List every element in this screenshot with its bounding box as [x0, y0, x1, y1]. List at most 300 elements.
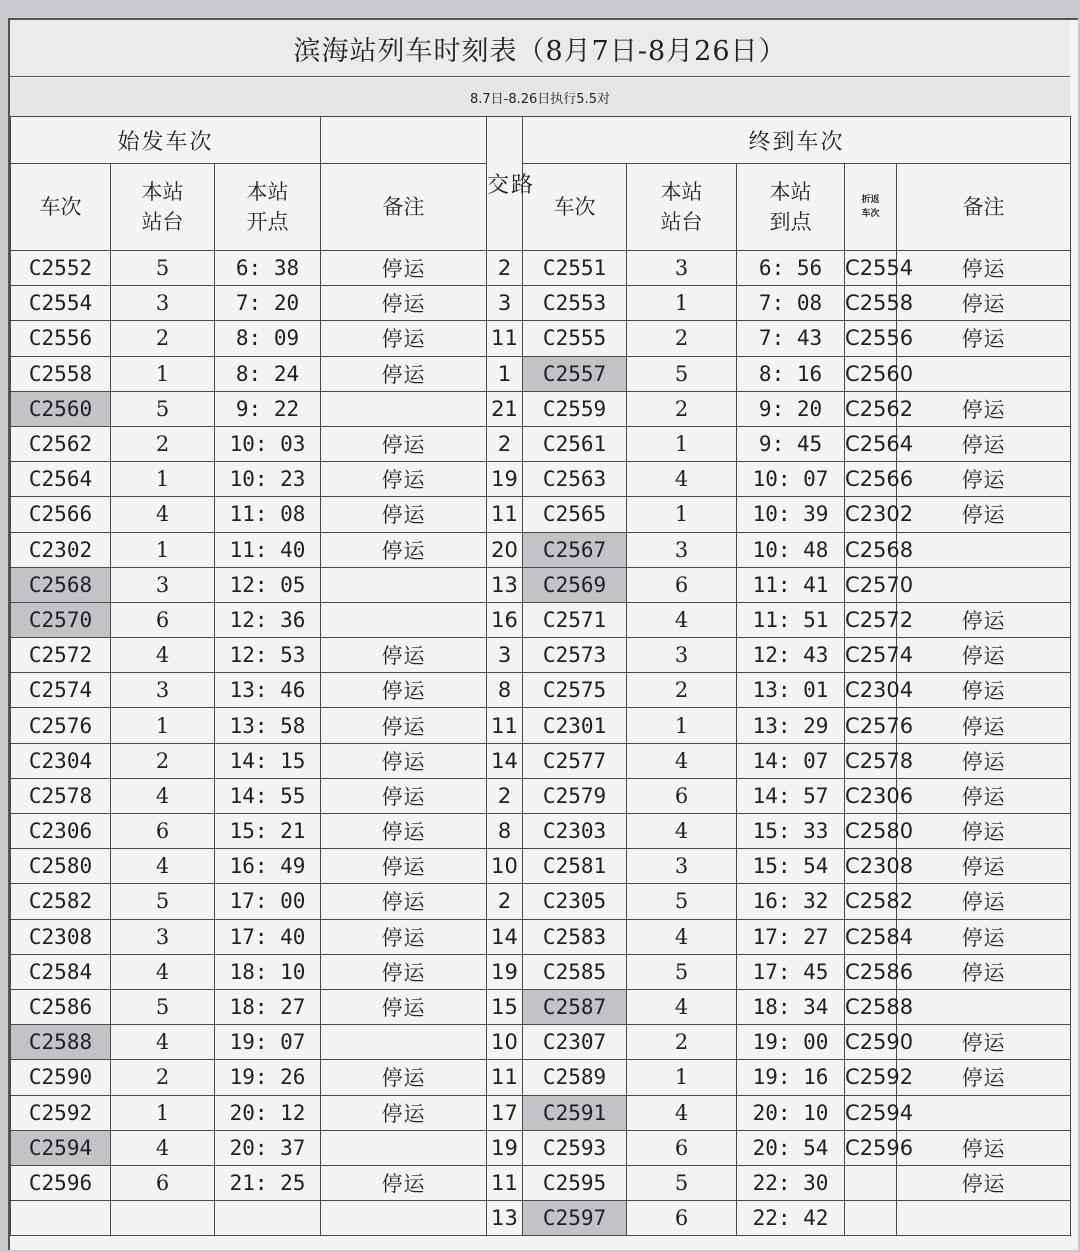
arr-col-time: 本站 到点 — [737, 164, 845, 251]
dep-time-cell: 14: 55 — [215, 778, 321, 813]
arr-time-cell: 19: 16 — [737, 1060, 845, 1095]
dep-train-cell: C2582 — [11, 884, 111, 919]
arrivals-section-header: 终到车次 — [523, 117, 1071, 164]
arr-turnback-cell: C2580 — [845, 814, 897, 849]
dep-time-cell: 15: 21 — [215, 814, 321, 849]
table-row — [11, 356, 1071, 391]
arr-train-cell: C2307 — [523, 1025, 627, 1060]
departures-section-blank — [321, 117, 487, 164]
arr-note-cell — [897, 532, 1071, 567]
dep-platform-cell: 4 — [111, 849, 215, 884]
arr-note-cell — [897, 567, 1071, 602]
dep-time-cell: 21: 25 — [215, 1165, 321, 1200]
dep-train-cell: C2596 — [11, 1165, 111, 1200]
dep-platform-cell: 4 — [111, 1130, 215, 1165]
arr-time-cell: 17: 45 — [737, 954, 845, 989]
arr-platform-cell: 5 — [627, 356, 737, 391]
arr-train-cell: C2559 — [523, 391, 627, 426]
arr-note-cell — [897, 1201, 1071, 1236]
dep-train-cell: C2302 — [11, 532, 111, 567]
dep-train-cell: C2570 — [11, 602, 111, 637]
arr-platform-cell: 5 — [627, 1165, 737, 1200]
jiaolu-cell: 14 — [487, 919, 523, 954]
dep-train-cell: C2578 — [11, 778, 111, 813]
arr-platform-cell: 2 — [627, 321, 737, 356]
dep-platform-cell: 4 — [111, 497, 215, 532]
arr-note-cell — [897, 989, 1071, 1024]
arr-platform-cell: 3 — [627, 849, 737, 884]
jiaolu-cell: 17 — [487, 1095, 523, 1130]
jiaolu-cell: 1 — [487, 356, 523, 391]
arr-train-cell: C2587 — [523, 989, 627, 1024]
arr-turnback-cell: C2592 — [845, 1060, 897, 1095]
arr-time-cell: 12: 43 — [737, 638, 845, 673]
arr-time-cell: 7: 43 — [737, 321, 845, 356]
dep-platform-cell: 2 — [111, 1060, 215, 1095]
dep-note-cell: 停运 — [321, 1165, 487, 1200]
page-title: 滨海站列车时刻表（8月7日-8月26日） — [10, 20, 1070, 77]
dep-platform-cell: 4 — [111, 1025, 215, 1060]
dep-train-cell: C2580 — [11, 849, 111, 884]
table-row — [11, 814, 1071, 849]
arr-platform-cell: 4 — [627, 743, 737, 778]
arr-time-cell: 13: 29 — [737, 708, 845, 743]
jiaolu-cell: 11 — [487, 708, 523, 743]
arr-time-cell: 20: 54 — [737, 1130, 845, 1165]
dep-train-cell: C2306 — [11, 814, 111, 849]
arr-platform-cell: 4 — [627, 989, 737, 1024]
arr-platform-cell: 3 — [627, 251, 737, 286]
arr-train-cell: C2569 — [523, 567, 627, 602]
dep-note-cell: 停运 — [321, 286, 487, 321]
dep-platform-cell: 5 — [111, 251, 215, 286]
dep-platform-cell: 4 — [111, 638, 215, 673]
table-row — [11, 251, 1071, 286]
dep-time-cell: 13: 58 — [215, 708, 321, 743]
arr-platform-cell: 1 — [627, 1060, 737, 1095]
table-row — [11, 321, 1071, 356]
table-row — [11, 286, 1071, 321]
dep-train-cell: C2304 — [11, 743, 111, 778]
arr-train-cell: C2579 — [523, 778, 627, 813]
arr-platform-cell: 2 — [627, 673, 737, 708]
dep-note-cell: 停运 — [321, 497, 487, 532]
arr-train-cell: C2581 — [523, 849, 627, 884]
dep-train-cell: C2574 — [11, 673, 111, 708]
arr-note-cell: 停运 — [897, 286, 1071, 321]
arr-train-cell: C2591 — [523, 1095, 627, 1130]
dep-time-cell: 9: 22 — [215, 391, 321, 426]
arr-time-cell: 22: 30 — [737, 1165, 845, 1200]
dep-note-cell: 停运 — [321, 989, 487, 1024]
dep-note-cell: 停运 — [321, 1095, 487, 1130]
dep-platform-cell: 4 — [111, 954, 215, 989]
arr-note-cell: 停运 — [897, 708, 1071, 743]
arr-time-cell: 20: 10 — [737, 1095, 845, 1130]
arr-turnback-cell: C2590 — [845, 1025, 897, 1060]
dep-note-cell: 停运 — [321, 849, 487, 884]
jiaolu-cell: 2 — [487, 778, 523, 813]
dep-time-cell: 8: 24 — [215, 356, 321, 391]
table-row — [11, 532, 1071, 567]
dep-train-cell: C2564 — [11, 462, 111, 497]
table-row — [11, 673, 1071, 708]
jiaolu-cell: 20 — [487, 532, 523, 567]
dep-time-cell: 12: 05 — [215, 567, 321, 602]
jiaolu-cell: 16 — [487, 602, 523, 637]
table-row — [11, 989, 1071, 1024]
dep-platform-cell: 2 — [111, 743, 215, 778]
arr-note-cell: 停运 — [897, 1165, 1071, 1200]
dep-train-cell: C2308 — [11, 919, 111, 954]
dep-time-cell: 16: 49 — [215, 849, 321, 884]
table-row — [11, 462, 1071, 497]
arr-time-cell: 7: 08 — [737, 286, 845, 321]
table-row — [11, 1165, 1071, 1200]
jiaolu-cell: 15 — [487, 989, 523, 1024]
table-row — [11, 638, 1071, 673]
jiaolu-cell: 13 — [487, 1201, 523, 1236]
arr-turnback-cell: C2308 — [845, 849, 897, 884]
arr-note-cell — [897, 356, 1071, 391]
arr-platform-cell: 5 — [627, 954, 737, 989]
arr-turnback-cell: C2576 — [845, 708, 897, 743]
arr-platform-cell: 1 — [627, 497, 737, 532]
jiaolu-cell: 2 — [487, 251, 523, 286]
arr-time-cell: 9: 45 — [737, 426, 845, 461]
jiaolu-cell: 11 — [487, 1165, 523, 1200]
arr-train-cell: C2583 — [523, 919, 627, 954]
arr-train-cell: C2557 — [523, 356, 627, 391]
dep-platform-cell: 1 — [111, 708, 215, 743]
arr-note-cell: 停运 — [897, 814, 1071, 849]
dep-note-cell: 停运 — [321, 778, 487, 813]
jiaolu-cell: 10 — [487, 1025, 523, 1060]
dep-time-cell: 20: 37 — [215, 1130, 321, 1165]
dep-note-cell: 停运 — [321, 426, 487, 461]
dep-train-cell: C2584 — [11, 954, 111, 989]
arr-note-cell: 停运 — [897, 778, 1071, 813]
dep-platform-cell: 5 — [111, 884, 215, 919]
dep-platform-cell: 3 — [111, 567, 215, 602]
jiaolu-cell: 19 — [487, 954, 523, 989]
arr-platform-cell: 6 — [627, 1130, 737, 1165]
dep-time-cell: 17: 40 — [215, 919, 321, 954]
arr-turnback-cell: C2566 — [845, 462, 897, 497]
arr-note-cell: 停运 — [897, 602, 1071, 637]
dep-time-cell: 7: 20 — [215, 286, 321, 321]
arr-turnback-cell: C2558 — [845, 286, 897, 321]
jiaolu-cell: 14 — [487, 743, 523, 778]
arr-time-cell: 15: 54 — [737, 849, 845, 884]
arr-train-cell: C2551 — [523, 251, 627, 286]
dep-train-cell: C2560 — [11, 391, 111, 426]
dep-train-cell: C2572 — [11, 638, 111, 673]
dep-train-cell: C2562 — [11, 426, 111, 461]
dep-time-cell: 17: 00 — [215, 884, 321, 919]
dep-note-cell: 停运 — [321, 919, 487, 954]
arr-turnback-cell — [845, 1165, 897, 1200]
jiaolu-cell: 10 — [487, 849, 523, 884]
arr-note-cell: 停运 — [897, 426, 1071, 461]
table-row — [11, 708, 1071, 743]
arr-train-cell: C2573 — [523, 638, 627, 673]
arr-note-cell: 停运 — [897, 638, 1071, 673]
dep-platform-cell: 6 — [111, 602, 215, 637]
arr-time-cell: 17: 27 — [737, 919, 845, 954]
arr-turnback-cell: C2572 — [845, 602, 897, 637]
jiaolu-cell: 8 — [487, 814, 523, 849]
arr-turnback-cell: C2564 — [845, 426, 897, 461]
arr-time-cell: 11: 51 — [737, 602, 845, 637]
jiaolu-cell: 13 — [487, 567, 523, 602]
timetable-body — [11, 251, 1071, 1236]
arr-platform-cell: 1 — [627, 286, 737, 321]
dep-train-cell: C2568 — [11, 567, 111, 602]
arr-time-cell: 16: 32 — [737, 884, 845, 919]
arr-platform-cell: 3 — [627, 638, 737, 673]
dep-time-cell: 13: 46 — [215, 673, 321, 708]
dep-time-cell — [215, 1201, 321, 1236]
arr-platform-cell: 4 — [627, 919, 737, 954]
dep-train-cell: C2552 — [11, 251, 111, 286]
table-row — [11, 1095, 1071, 1130]
dep-train-cell: C2586 — [11, 989, 111, 1024]
arr-turnback-cell: C2574 — [845, 638, 897, 673]
dep-platform-cell: 3 — [111, 673, 215, 708]
arr-col-platform: 本站 站台 — [627, 164, 737, 251]
arr-platform-cell: 1 — [627, 426, 737, 461]
arr-platform-cell: 4 — [627, 602, 737, 637]
arr-turnback-cell: C2594 — [845, 1095, 897, 1130]
dep-platform-cell: 1 — [111, 356, 215, 391]
arr-note-cell: 停运 — [897, 462, 1071, 497]
dep-time-cell: 11: 40 — [215, 532, 321, 567]
jiaolu-cell: 21 — [487, 391, 523, 426]
table-row — [11, 602, 1071, 637]
jiaolu-cell: 11 — [487, 1060, 523, 1095]
arr-note-cell: 停运 — [897, 673, 1071, 708]
dep-train-cell: C2566 — [11, 497, 111, 532]
dep-time-cell: 19: 26 — [215, 1060, 321, 1095]
dep-platform-cell: 2 — [111, 426, 215, 461]
arr-note-cell: 停运 — [897, 321, 1071, 356]
dep-note-cell: 停运 — [321, 673, 487, 708]
dep-platform-cell: 3 — [111, 919, 215, 954]
dep-col-train: 车次 — [11, 164, 111, 251]
table-row — [11, 778, 1071, 813]
arr-platform-cell: 3 — [627, 532, 737, 567]
arr-col-train: 车次 — [523, 164, 627, 251]
dep-note-cell: 停运 — [321, 743, 487, 778]
dep-platform-cell: 1 — [111, 1095, 215, 1130]
dep-platform-cell: 1 — [111, 532, 215, 567]
dep-train-cell: C2592 — [11, 1095, 111, 1130]
dep-note-cell: 停运 — [321, 884, 487, 919]
arr-turnback-cell: C2584 — [845, 919, 897, 954]
dep-train-cell: C2594 — [11, 1130, 111, 1165]
arr-turnback-cell: C2560 — [845, 356, 897, 391]
dep-time-cell: 19: 07 — [215, 1025, 321, 1060]
dep-platform-cell — [111, 1201, 215, 1236]
dep-platform-cell: 6 — [111, 1165, 215, 1200]
arr-train-cell: C2585 — [523, 954, 627, 989]
arr-time-cell: 10: 39 — [737, 497, 845, 532]
dep-train-cell: C2576 — [11, 708, 111, 743]
arr-time-cell: 19: 00 — [737, 1025, 845, 1060]
jiaolu-header: 交路 — [487, 117, 523, 251]
dep-note-cell: 停运 — [321, 321, 487, 356]
arr-time-cell: 22: 42 — [737, 1201, 845, 1236]
dep-platform-cell: 3 — [111, 286, 215, 321]
arr-platform-cell: 2 — [627, 391, 737, 426]
arr-time-cell: 13: 01 — [737, 673, 845, 708]
arr-train-cell: C2571 — [523, 602, 627, 637]
arr-note-cell: 停运 — [897, 743, 1071, 778]
arr-note-cell: 停运 — [897, 1130, 1071, 1165]
arr-note-cell: 停运 — [897, 849, 1071, 884]
dep-time-cell: 6: 38 — [215, 251, 321, 286]
arr-note-cell — [897, 1095, 1071, 1130]
jiaolu-cell: 2 — [487, 884, 523, 919]
arr-time-cell: 8: 16 — [737, 356, 845, 391]
arr-time-cell: 11: 41 — [737, 567, 845, 602]
dep-col-time: 本站 开点 — [215, 164, 321, 251]
dep-note-cell: 停运 — [321, 954, 487, 989]
dep-platform-cell: 6 — [111, 814, 215, 849]
dep-time-cell: 18: 10 — [215, 954, 321, 989]
dep-train-cell: C2558 — [11, 356, 111, 391]
table-row — [11, 1130, 1071, 1165]
arr-platform-cell: 6 — [627, 567, 737, 602]
arr-platform-cell: 4 — [627, 814, 737, 849]
arr-note-cell: 停运 — [897, 1025, 1071, 1060]
arr-time-cell: 14: 57 — [737, 778, 845, 813]
dep-time-cell: 18: 27 — [215, 989, 321, 1024]
dep-note-cell — [321, 1201, 487, 1236]
timetable-table — [10, 116, 1071, 1236]
departures-section-header: 始发车次 — [11, 117, 321, 164]
timetable-grid — [10, 116, 1070, 1250]
jiaolu-cell: 19 — [487, 462, 523, 497]
arr-platform-cell: 6 — [627, 778, 737, 813]
dep-train-cell: C2556 — [11, 321, 111, 356]
arr-turnback-cell: C2578 — [845, 743, 897, 778]
arr-note-cell: 停运 — [897, 919, 1071, 954]
dep-note-cell: 停运 — [321, 532, 487, 567]
jiaolu-cell: 11 — [487, 321, 523, 356]
table-row — [11, 497, 1071, 532]
arr-train-cell: C2305 — [523, 884, 627, 919]
table-row — [11, 1025, 1071, 1060]
dep-note-cell: 停运 — [321, 356, 487, 391]
dep-time-cell: 14: 15 — [215, 743, 321, 778]
dep-train-cell: C2590 — [11, 1060, 111, 1095]
table-row — [11, 919, 1071, 954]
arr-train-cell: C2563 — [523, 462, 627, 497]
arr-turnback-cell: C2554 — [845, 251, 897, 286]
jiaolu-cell: 11 — [487, 497, 523, 532]
dep-note-cell — [321, 391, 487, 426]
arr-train-cell: C2593 — [523, 1130, 627, 1165]
arr-time-cell: 15: 33 — [737, 814, 845, 849]
arr-note-cell: 停运 — [897, 251, 1071, 286]
dep-note-cell — [321, 1025, 487, 1060]
dep-note-cell: 停运 — [321, 251, 487, 286]
table-row — [11, 884, 1071, 919]
dep-time-cell: 12: 36 — [215, 602, 321, 637]
dep-platform-cell: 1 — [111, 462, 215, 497]
dep-note-cell: 停运 — [321, 814, 487, 849]
arr-col-note: 备注 — [897, 164, 1071, 251]
arr-turnback-cell: C2588 — [845, 989, 897, 1024]
arr-turnback-cell: C2562 — [845, 391, 897, 426]
dep-train-cell: C2554 — [11, 286, 111, 321]
dep-time-cell: 10: 03 — [215, 426, 321, 461]
arr-platform-cell: 6 — [627, 1201, 737, 1236]
arr-time-cell: 6: 56 — [737, 251, 845, 286]
arr-train-cell: C2577 — [523, 743, 627, 778]
arr-train-cell: C2597 — [523, 1201, 627, 1236]
table-row — [11, 849, 1071, 884]
dep-platform-cell: 5 — [111, 989, 215, 1024]
dep-time-cell: 8: 09 — [215, 321, 321, 356]
arr-turnback-cell: C2304 — [845, 673, 897, 708]
arr-train-cell: C2553 — [523, 286, 627, 321]
jiaolu-cell: 2 — [487, 426, 523, 461]
dep-time-cell: 12: 53 — [215, 638, 321, 673]
dep-note-cell — [321, 602, 487, 637]
dep-time-cell: 11: 08 — [215, 497, 321, 532]
jiaolu-cell: 19 — [487, 1130, 523, 1165]
arr-train-cell: C2589 — [523, 1060, 627, 1095]
arr-note-cell: 停运 — [897, 497, 1071, 532]
arr-turnback-cell: C2568 — [845, 532, 897, 567]
dep-platform-cell: 4 — [111, 778, 215, 813]
jiaolu-cell: 8 — [487, 673, 523, 708]
arr-note-cell: 停运 — [897, 954, 1071, 989]
dep-time-cell: 10: 23 — [215, 462, 321, 497]
page-subtitle: 8.7日-8.26日执行5.5对 — [10, 78, 1070, 117]
arr-turnback-cell: C2570 — [845, 567, 897, 602]
arr-train-cell: C2565 — [523, 497, 627, 532]
arr-turnback-cell: C2306 — [845, 778, 897, 813]
arr-turnback-cell: C2582 — [845, 884, 897, 919]
dep-note-cell — [321, 1130, 487, 1165]
timetable-sheet — [8, 18, 1078, 1250]
table-row — [11, 426, 1071, 461]
table-row — [11, 1060, 1071, 1095]
arr-time-cell: 14: 07 — [737, 743, 845, 778]
arr-turnback-cell: C2556 — [845, 321, 897, 356]
jiaolu-cell: 3 — [487, 638, 523, 673]
arr-turnback-cell: C2596 — [845, 1130, 897, 1165]
arr-train-cell: C2301 — [523, 708, 627, 743]
dep-note-cell: 停运 — [321, 638, 487, 673]
arr-train-cell: C2561 — [523, 426, 627, 461]
jiaolu-cell: 3 — [487, 286, 523, 321]
dep-time-cell: 20: 12 — [215, 1095, 321, 1130]
dep-note-cell: 停运 — [321, 462, 487, 497]
table-row — [11, 954, 1071, 989]
arr-col-turnback: 折返 车次 — [845, 164, 897, 251]
arr-turnback-cell: C2302 — [845, 497, 897, 532]
dep-train-cell — [11, 1201, 111, 1236]
arr-train-cell: C2555 — [523, 321, 627, 356]
dep-note-cell — [321, 567, 487, 602]
arr-time-cell: 10: 48 — [737, 532, 845, 567]
dep-col-note: 备注 — [321, 164, 487, 251]
